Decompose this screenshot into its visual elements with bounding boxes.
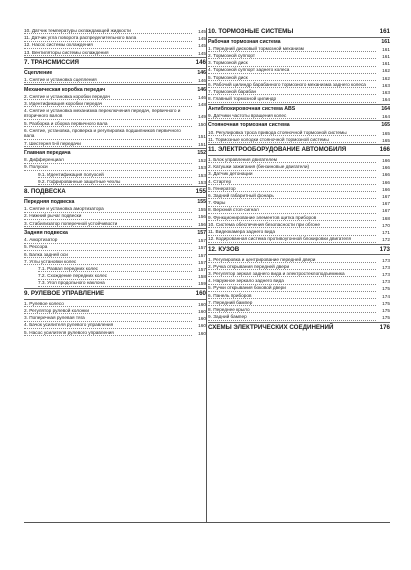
section-separator xyxy=(208,254,390,255)
toc-entry-page: 165 xyxy=(381,122,390,129)
toc-entry xyxy=(208,207,390,213)
toc-entry-page: 149 xyxy=(198,114,206,120)
toc-entry xyxy=(24,252,206,258)
toc-right-column xyxy=(208,28,390,332)
toc-chapter-heading xyxy=(24,290,206,298)
toc-entry-page: 173 xyxy=(382,257,390,263)
toc-section-heading xyxy=(24,70,206,76)
toc-entry-page: 155 xyxy=(198,207,206,213)
toc-entry-page: 163 xyxy=(382,82,390,88)
toc-entry-title: 3. Регулятор зеркал заднего вида и электростеклоподъемника xyxy=(208,271,376,277)
toc-entry-page: 160 xyxy=(198,316,206,322)
section-separator xyxy=(24,84,206,85)
toc-entry-title: 5. Насос усилителя рулевого управления xyxy=(24,330,192,336)
toc-entry xyxy=(24,280,206,286)
toc-entry-page: 161 xyxy=(381,38,390,45)
toc-entry-page: 157 xyxy=(198,267,206,273)
toc-entry-title: 9.1. Идентификация полуосей xyxy=(38,172,192,178)
toc-entry-title: 7.1. Развал передних колес xyxy=(38,266,192,272)
toc-entry-page: 166 xyxy=(382,165,390,171)
toc-entry-page: 175 xyxy=(382,286,390,292)
toc-entry xyxy=(24,35,206,41)
toc-entry-title: 2. Тормозной суппорт xyxy=(208,53,376,59)
toc-entry xyxy=(24,77,206,83)
toc-entry-title: 2. Ручка открывания передней двери xyxy=(208,264,376,270)
toc-entry-page: 166 xyxy=(382,158,390,164)
toc-entry-page: 153 xyxy=(198,179,206,185)
toc-entry-title: 1. Передний дисковый тормозной механизм xyxy=(208,46,376,52)
toc-section-heading xyxy=(208,106,390,112)
toc-entry xyxy=(24,206,206,212)
toc-entry-page: 148 xyxy=(198,101,206,107)
toc-entry xyxy=(24,244,206,250)
toc-entry xyxy=(208,82,390,88)
toc-entry-title: 9. Полуоси xyxy=(24,164,192,170)
toc-entry xyxy=(208,285,390,291)
toc-entry-title: 5. Разборка и сборка первичного вала xyxy=(24,121,192,127)
toc-entry xyxy=(208,53,390,59)
toc-entry-title: 4. Стартер xyxy=(208,179,376,185)
toc-entry-title: 8. Переднее крыло xyxy=(208,307,376,313)
toc-entry-page: 145 xyxy=(198,36,206,42)
toc-entry-title: 12. КУЗОВ xyxy=(208,245,240,253)
toc-entry xyxy=(208,67,390,73)
toc-entry xyxy=(208,271,390,277)
toc-entry-page: 164 xyxy=(382,113,390,119)
toc-entry-title: 4. Наружное зеркало заднего вида xyxy=(208,278,376,284)
toc-entry-page: 161 xyxy=(379,28,390,35)
toc-entry-title: 7. Фары xyxy=(208,200,376,206)
toc-entry xyxy=(208,113,390,119)
toc-entry xyxy=(208,96,390,102)
toc-entry-page: 173 xyxy=(382,279,390,285)
toc-entry-title: Сцепление xyxy=(24,69,53,76)
toc-entry-page: 164 xyxy=(382,97,390,103)
toc-entry xyxy=(24,330,206,336)
section-separator xyxy=(208,104,390,105)
toc-entry xyxy=(24,259,206,265)
toc-entry xyxy=(208,89,390,95)
toc-entry-page: 152 xyxy=(197,150,206,157)
toc-entry-page: 163 xyxy=(382,90,390,95)
toc-entry-page: 158 xyxy=(198,274,206,280)
toc-entry-page: 160 xyxy=(198,323,206,329)
toc-entry-title: 2. Снятие и установка коробки передач xyxy=(24,94,192,100)
toc-entry xyxy=(208,157,390,163)
toc-entry-page: 159 xyxy=(198,281,206,287)
toc-entry-title: Рабочая тормозная система xyxy=(208,38,281,45)
toc-entry xyxy=(24,301,206,307)
toc-entry xyxy=(208,75,390,81)
toc-entry-page: 145 xyxy=(198,29,206,34)
toc-entry-title: 6. Панель приборов xyxy=(208,293,376,299)
toc-entry-title: 11. Видеокамера заднего вида xyxy=(208,229,376,235)
toc-entry-title: 3. Стабилизатор поперечной устойчивости xyxy=(24,221,192,227)
toc-entry-title: 3. Поперечная рулевая тяга xyxy=(24,315,192,321)
section-separator xyxy=(208,37,390,38)
toc-entry-title: 7.3. Угол продольного наклона xyxy=(38,280,192,286)
toc-entry xyxy=(24,266,206,272)
toc-entry xyxy=(208,60,390,66)
toc-entry-page: 173 xyxy=(382,264,390,270)
section-separator xyxy=(24,299,206,300)
toc-entry xyxy=(24,221,206,227)
section-separator xyxy=(24,68,206,69)
toc-entry xyxy=(208,300,390,306)
section-separator xyxy=(208,322,390,323)
toc-chapter-heading xyxy=(208,28,390,36)
toc-chapter-heading xyxy=(208,146,390,154)
toc-entry-page: 146 xyxy=(198,77,206,83)
toc-entry xyxy=(208,222,390,228)
toc-entry xyxy=(208,215,390,221)
toc-entry xyxy=(24,94,206,100)
toc-chapter-heading xyxy=(208,324,390,332)
toc-entry-page: 166 xyxy=(382,172,390,178)
toc-entry-page: 153 xyxy=(198,165,206,171)
toc-entry-title: 11. ЭЛЕКТРООБОРУДОВАНИЕ АВТОМОБИЛЯ xyxy=(208,146,347,154)
toc-entry-title: Задняя подвеска xyxy=(24,230,68,237)
toc-entry-title: 8. Главный тормозной цилиндр xyxy=(208,96,376,102)
toc-entry-page: 151 xyxy=(198,134,206,140)
toc-entry-page: 160 xyxy=(195,290,206,298)
toc-entry-page: 162 xyxy=(382,68,390,74)
toc-entry xyxy=(24,50,206,56)
toc-entry xyxy=(24,42,206,48)
toc-entry-page: 166 xyxy=(382,179,390,185)
toc-entry-title: 2. Катушки зажигания (бензиновые двигатели) xyxy=(208,164,376,170)
toc-entry-page: 150 xyxy=(198,121,206,127)
toc-entry-page: 157 xyxy=(198,238,206,244)
toc-entry-page: 174 xyxy=(382,293,390,299)
toc-entry-page: 173 xyxy=(382,271,390,277)
toc-entry xyxy=(24,128,206,140)
toc-entry-title: 1. Снятие и установка сцепления xyxy=(24,77,192,83)
toc-entry-title: 1. Регулировка и центрирование передней двери xyxy=(208,257,376,263)
toc-entry-title: 4. Амортизатор xyxy=(24,237,192,243)
toc-entry xyxy=(24,121,206,127)
toc-entry-title: 7. Шестерня 5-й передачи xyxy=(24,141,192,147)
toc-left-column xyxy=(24,28,206,337)
toc-entry-title: 7. ТРАНСМИССИЯ xyxy=(24,59,79,67)
toc-entry xyxy=(208,278,390,284)
toc-entry-title: 4. Тормозной суппорт заднего колеса xyxy=(208,67,376,73)
toc-entry xyxy=(24,108,206,120)
toc-entry-title: 3. Датчик детонации xyxy=(208,171,376,177)
toc-section-heading xyxy=(208,122,390,128)
toc-entry-page: 167 xyxy=(382,194,390,200)
toc-entry xyxy=(24,237,206,243)
toc-entry-page: 157 xyxy=(198,245,206,251)
toc-entry-title: 10. ТОРМОЗНЫЕ СИСТЕМЫ xyxy=(208,28,294,35)
toc-entry-page: 145 xyxy=(198,43,206,49)
toc-entry-page: 171 xyxy=(382,230,390,236)
toc-entry-title: 13. Вентиляторы системы охлаждения xyxy=(24,50,192,56)
toc-entry xyxy=(24,164,206,170)
toc-entry-title: 12. Насос системы охлаждения xyxy=(24,42,192,48)
toc-entry-title: Антиблокировочная система ABS xyxy=(208,105,296,112)
toc-entry-title: 11. Тормозные колодки стояночной тормозной системы xyxy=(208,137,376,143)
toc-entry-title: 9. Задний бампер xyxy=(208,314,376,320)
toc-entry-title: 9. Датчики частоты вращения колес xyxy=(208,113,376,119)
toc-entry xyxy=(24,273,206,279)
toc-entry xyxy=(208,314,390,320)
toc-entry-title: 10. Регулировка троса привода стояночной тормозной системы xyxy=(208,130,376,136)
section-separator xyxy=(24,288,206,289)
toc-entry-title: 4. Бачок усилителя рулевого управления xyxy=(24,322,192,328)
toc-entry-page: 167 xyxy=(382,201,390,207)
toc-entry-title: СХЕМЫ ЭЛЕКТРИЧЕСКИХ СОЕДИНЕНИЙ xyxy=(208,323,334,331)
toc-entry-page: 157 xyxy=(197,230,206,237)
toc-entry-page: 151 xyxy=(198,141,206,147)
toc-entry-page: 167 xyxy=(382,208,390,214)
toc-entry-title: Механическая коробка передач xyxy=(24,86,106,93)
toc-entry-title: 5. Ручки открывания боковой двери xyxy=(208,285,376,291)
toc-entry-title: 5. Рессора xyxy=(24,244,192,250)
toc-entry-title: 7. Углы установки колес xyxy=(24,259,192,265)
toc-entry-title: 8. Верхний стоп-сигнал xyxy=(208,207,376,213)
toc-entry-page: 175 xyxy=(382,300,390,306)
toc-entry-title: 10. Датчик температуры охлаждающей жидкости xyxy=(24,28,192,34)
toc-entry xyxy=(208,164,390,170)
toc-entry-page: 162 xyxy=(382,75,390,81)
toc-entry-title: 2. Нижний рычаг подвески xyxy=(24,213,192,219)
toc-entry xyxy=(24,322,206,328)
toc-entry xyxy=(24,172,206,178)
toc-entry-title: 7. Тормозной барабан xyxy=(208,89,376,95)
toc-entry-page: 175 xyxy=(382,308,390,313)
section-separator xyxy=(24,228,206,229)
section-separator xyxy=(24,57,206,58)
toc-entry-title: 1. Рулевое колесо xyxy=(24,301,192,307)
toc-entry-page: 166 xyxy=(379,146,390,154)
toc-entry-title: Стояночная тормозная система xyxy=(208,122,290,129)
toc-entry xyxy=(24,213,206,219)
toc-entry xyxy=(208,193,390,199)
toc-entry xyxy=(208,229,390,235)
toc-entry-title: 6. Задний габаритный фонарь xyxy=(208,193,376,199)
toc-entry-title: 1. Блок управления двигателем xyxy=(208,157,376,163)
toc-entry-title: 8. Дифференциал xyxy=(24,157,192,163)
toc-entry xyxy=(208,179,390,185)
toc-entry-page: 157 xyxy=(198,252,206,258)
toc-section-heading xyxy=(24,199,206,205)
toc-section-heading xyxy=(208,39,390,45)
column-divider xyxy=(206,28,207,523)
toc-chapter-heading xyxy=(24,59,206,67)
toc-entry-title: Главная передача xyxy=(24,150,71,157)
toc-entry-page: 156 xyxy=(198,214,206,220)
toc-entry-page: 172 xyxy=(382,237,390,243)
toc-entry-title: 4. Снятие и установка механизма переключения передач, первичного и вторичного валов xyxy=(24,108,192,120)
toc-entry xyxy=(208,130,390,136)
toc-entry-title: 8. ПОДВЕСКА xyxy=(24,188,66,196)
toc-entry-title: 3. Идентификация коробки передач xyxy=(24,101,192,107)
toc-entry-title: 7. Передний бампер xyxy=(208,300,376,306)
toc-entry-title: 5. Тормозной диск xyxy=(208,75,376,81)
section-separator xyxy=(24,186,206,187)
toc-entry xyxy=(24,101,206,107)
toc-entry xyxy=(208,257,390,263)
toc-entry-page: 157 xyxy=(198,259,206,265)
toc-entry-page: 155 xyxy=(195,188,206,196)
toc-entry-page: 146 xyxy=(197,69,206,76)
toc-entry-page: 160 xyxy=(198,308,206,314)
toc-entry xyxy=(208,171,390,177)
toc-entry xyxy=(24,157,206,163)
toc-entry-page: 146 xyxy=(195,59,206,67)
toc-entry-title: 1. Снятие и установка амортизатора xyxy=(24,206,192,212)
toc-entry xyxy=(24,308,206,314)
toc-entry-page: 153 xyxy=(198,172,206,178)
toc-entry xyxy=(208,307,390,313)
toc-entry xyxy=(208,236,390,242)
toc-entry-page: 160 xyxy=(198,330,206,336)
toc-section-heading xyxy=(24,87,206,93)
toc-entry-page: 145 xyxy=(198,50,206,56)
toc-entry-page: 165 xyxy=(382,137,390,143)
toc-chapter-heading xyxy=(24,188,206,196)
toc-entry-title: 12. Кодированная система противоугонной блокировки двигателя xyxy=(208,236,376,242)
toc-entry xyxy=(208,186,390,192)
toc-entry xyxy=(24,179,206,185)
toc-entry-page: 156 xyxy=(198,221,206,227)
toc-entry-title: 3. Тормозной диск xyxy=(208,60,376,66)
toc-entry-page: 155 xyxy=(197,199,206,206)
toc-chapter-heading xyxy=(208,246,390,254)
toc-entry-title: 6. Снятие, установка, проверка и регулировка подшипников первичного вала xyxy=(24,128,192,140)
toc-entry-title: 7.2. Схождение передних колес xyxy=(38,273,192,279)
toc-entry-title: 2. Регулятор рулевой колонки xyxy=(24,308,192,314)
toc-entry-page: 161 xyxy=(382,46,390,52)
toc-entry xyxy=(208,264,390,270)
toc-entry-title: 9. Функционирование элементов щитка приборов xyxy=(208,215,376,221)
toc-section-heading xyxy=(24,230,206,236)
toc-entry-page: 168 xyxy=(382,215,390,221)
toc-entry-page: 165 xyxy=(382,130,390,136)
toc-entry xyxy=(208,200,390,206)
toc-entry xyxy=(208,293,390,299)
toc-entry xyxy=(208,137,390,143)
toc-entry xyxy=(24,141,206,147)
toc-entry-page: 146 xyxy=(198,94,206,100)
toc-entry-page: 170 xyxy=(382,222,390,228)
toc-entry-page: 161 xyxy=(382,61,390,67)
section-separator xyxy=(24,197,206,198)
toc-entry-title: 9. РУЛЕВОЕ УПРАВЛЕНИЕ xyxy=(24,290,105,298)
toc-entry-title: 5. Генератор xyxy=(208,186,376,192)
toc-entry xyxy=(24,28,206,34)
toc-entry xyxy=(208,46,390,52)
section-separator xyxy=(208,244,390,245)
toc-entry-page: 161 xyxy=(382,53,390,59)
toc-entry-page: 175 xyxy=(382,315,390,321)
section-separator xyxy=(208,144,390,145)
toc-entry-page: 152 xyxy=(198,158,206,164)
toc-entry-page: 173 xyxy=(379,245,390,253)
section-separator xyxy=(208,155,390,156)
toc-section-heading xyxy=(24,150,206,156)
toc-entry-page: 160 xyxy=(198,301,206,307)
toc-entry xyxy=(24,315,206,321)
section-separator xyxy=(208,120,390,121)
toc-entry-title: 6. Рабочий цилиндр барабанного тормозного механизма заднего колеса xyxy=(208,82,376,88)
toc-entry-title: Передняя подвеска xyxy=(24,199,75,206)
toc-entry-title: 9.2. Гофрированные защитные чехлы xyxy=(38,179,192,185)
toc-entry-page: 146 xyxy=(197,86,206,93)
section-separator xyxy=(24,148,206,149)
toc-entry-title: 6. Балка задней оси xyxy=(24,252,192,258)
toc-entry-title: 10. Система обеспечения безопасности при обгоне xyxy=(208,222,376,228)
toc-entry-page: 176 xyxy=(379,323,390,331)
toc-entry-page: 166 xyxy=(382,186,390,192)
toc-entry-title: 11. Датчик угла поворота распределительного вала xyxy=(24,35,192,41)
toc-entry-page: 164 xyxy=(381,105,390,112)
bottom-rule xyxy=(24,522,390,523)
